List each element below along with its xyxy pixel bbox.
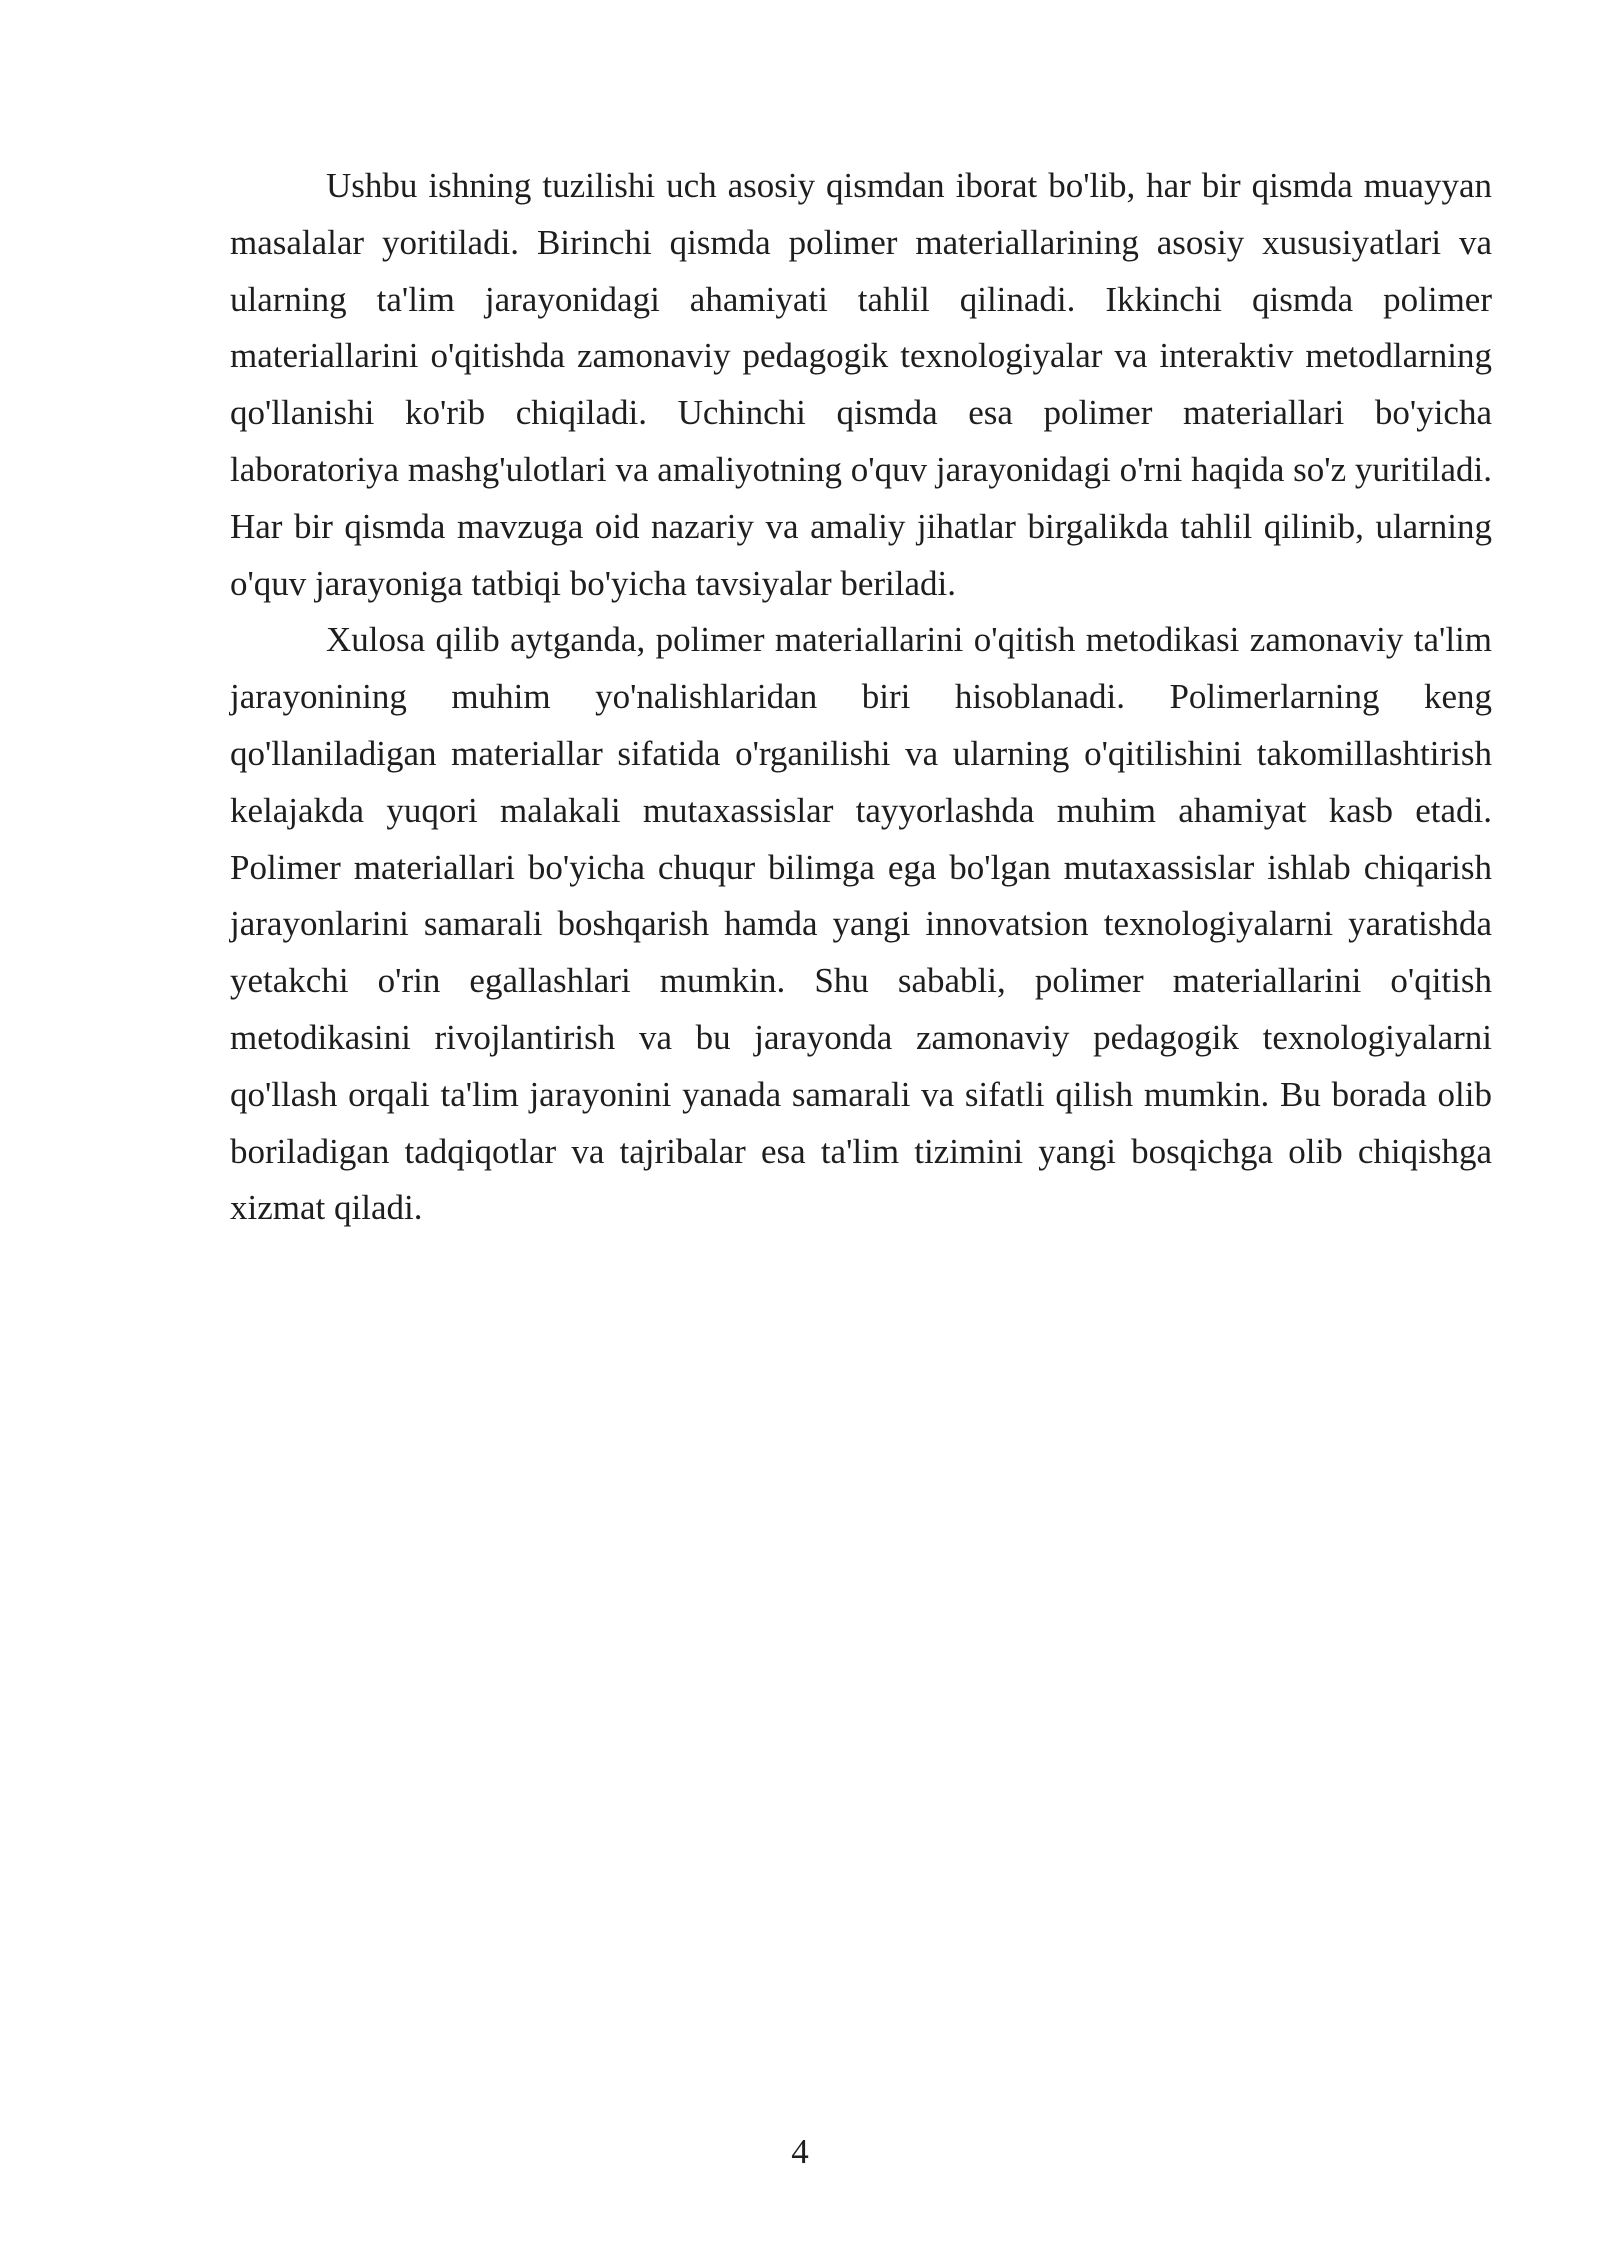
document-body — [230, 158, 1492, 1237]
page-number: 4 — [791, 2132, 809, 2171]
paragraph-structure: Ushbu ishning tuzilishi uch asosiy qismdan iborat bo'lib, har bir qismda muayyan masalalar yoritiladi. Birinchi qismda polimer materiallarining asosiy xususiyatlari va ularning ta'lim jarayonidagi ahamiyati tahlil qilinadi. Ikkinchi qismda polimer materiallarini o'qitishda zamonaviy pedagogik texnologiyalar va interaktiv metodlarning qo'llanishi ko'rib chiqiladi. Uchinchi qismda esa polimer materiallari bo'yicha laboratoriya mashg'ulotlari va amaliyotning o'quv jarayonidagi o'rni haqida so'z yuritiladi. Har bir qismda mavzuga oid nazariy va amaliy jihatlar birgalikda tahlil qilinib, ularning o'quv jarayoniga tatbiqi bo'yicha tavsiyalar beriladi. — [230, 166, 1492, 603]
paragraph-conclusion: Xulosa qilib aytganda, polimer materiallarini o'qitish metodikasi zamonaviy ta'lim jarayonining muhim yo'nalishlaridan biri hisoblanadi. Polimerlarning keng qo'llaniladigan materiallar sifatida o'rganilishi va ularning o'qitilishini takomillashtirish kelajakda yuqori malakali mutaxassislar tayyorlashda muhim ahamiyat kasb etadi. Polimer materiallari bo'yicha chuqur bilimga ega bo'lgan mutaxassislar ishlab chiqarish jarayonlarini samarali boshqarish hamda yangi innovatsion texnologiyalarni yaratishda yetakchi o'rin egallashlari mumkin. Shu sababli, polimer materiallarini o'qitish metodikasini rivojlantirish va bu jarayonda zamonaviy pedagogik texnologiyalarni qo'llash orqali ta'lim jarayonini yanada samarali va sifatli qilish mumkin. Bu borada olib boriladigan tadqiqotlar va tajribalar esa ta'lim tizimini yangi bosqichga olib chiqishga xizmat qiladi. — [230, 620, 1492, 1228]
